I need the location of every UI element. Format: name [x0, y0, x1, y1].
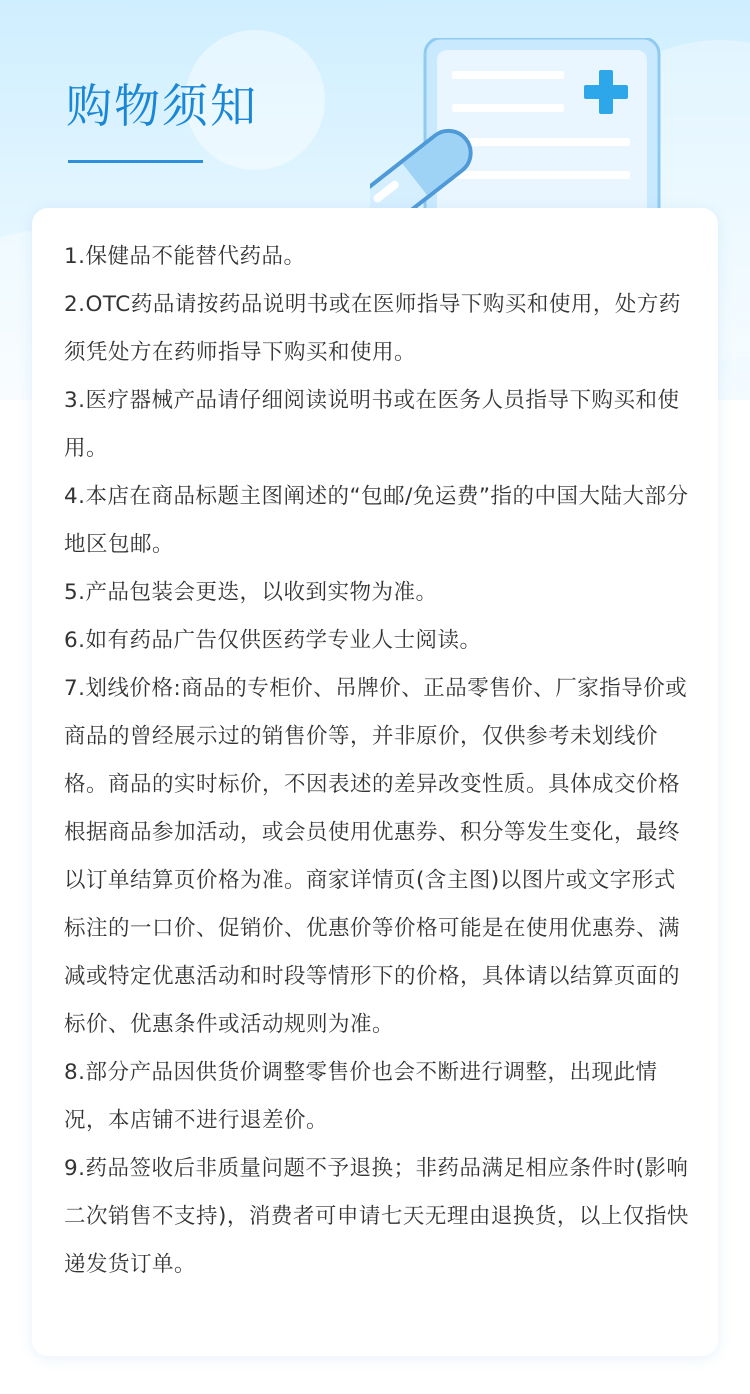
notice-item: 3.医疗器械产品请仔细阅读说明书或在医务人员指导下购买和使用。 — [64, 388, 680, 461]
notice-list — [32, 208, 718, 1289]
notice-item: 9.药品签收后非质量问题不予退换；非药品满足相应条件时(影响二次销售不支持)，消费者可申请七天无理由退换货，以上仅指快递发货订单。 — [64, 1156, 689, 1277]
page-title: 购物须知 — [66, 79, 258, 133]
notice-item: 4.本店在商品标题主图阐述的“包邮/免运费”指的中国大陆大部分地区包邮。 — [64, 484, 689, 557]
notice-item: 2.OTC药品请按药品说明书或在医师指导下购买和使用，处方药须凭处方在药师指导下购买和使用。 — [64, 292, 681, 365]
notice-item: 1.保健品不能替代药品。 — [64, 244, 306, 269]
medical-document-icon — [370, 38, 670, 218]
notice-card — [32, 208, 718, 1356]
notice-item: 8.部分产品因供货价调整零售价也会不断进行调整，出现此情况，本店铺不进行退差价。 — [64, 1060, 658, 1133]
notice-item: 7.划线价格:商品的专柜价、吊牌价、正品零售价、厂家指导价或商品的曾经展示过的销售价等，并非原价，仅供参考未划线价格。商品的实时标价，不因表述的差异改变性质。具体成交价格根据商品参加活动，或会员使用优惠券、积分等发生变化，最终以订单结算页价格为准。商家详情页(含主图)以图片或文字形式标注的一口价、促销价、优惠价等价格可能是在使用优惠券、满减或特定优惠活动和时段等情形下的价格，具体请以结算页面的标价、优惠条件或活动规则为准。 — [64, 676, 688, 1037]
title-underline — [68, 160, 203, 163]
notice-item: 5.产品包装会更迭，以收到实物为准。 — [64, 580, 438, 605]
notice-item: 6.如有药品广告仅供医药学专业人士阅读。 — [64, 628, 482, 653]
